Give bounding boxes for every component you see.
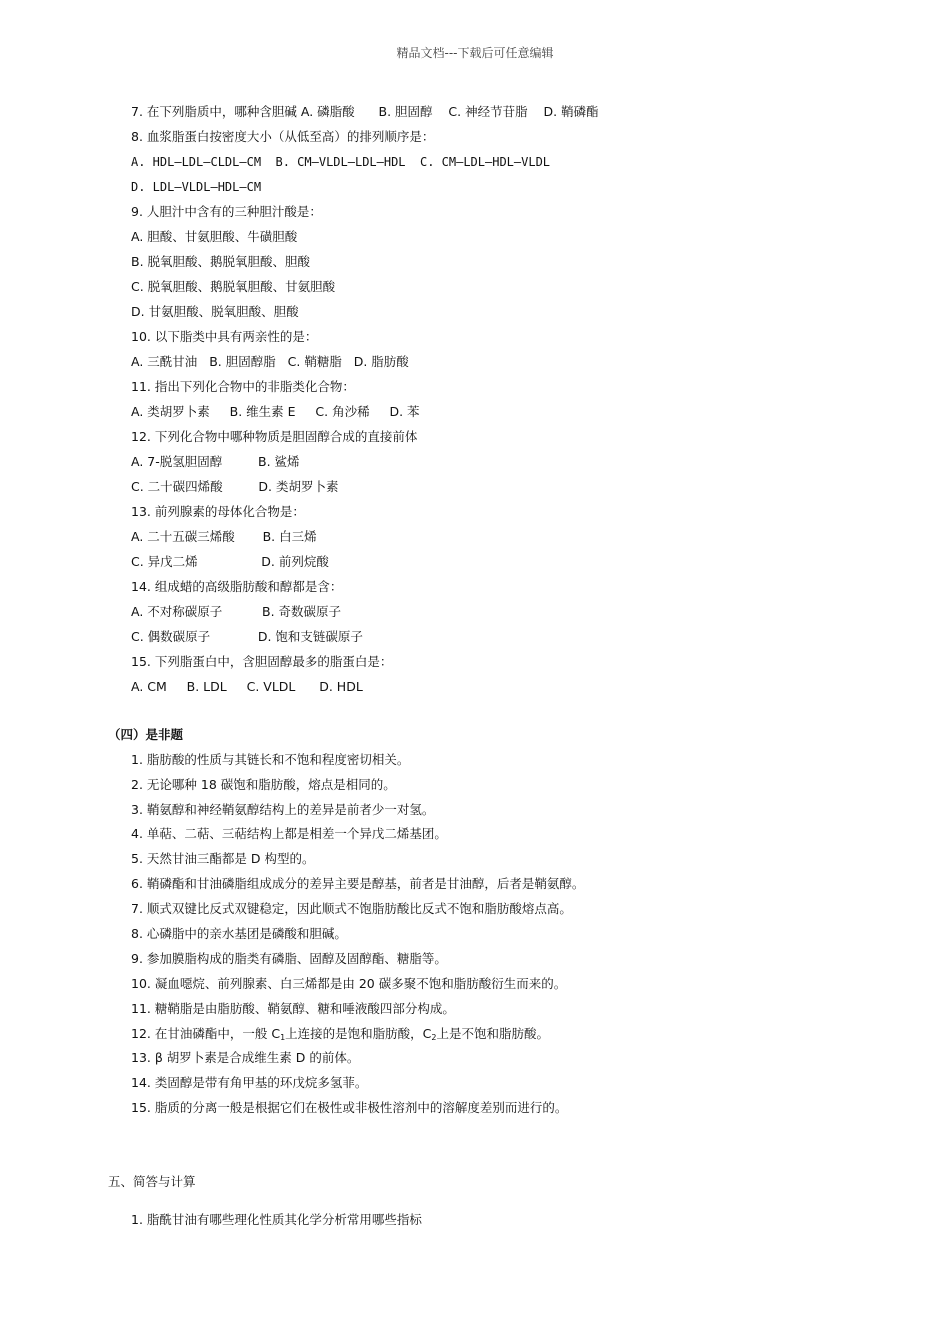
tf-item-12-mid: 上连接的是饱和脂肪酸，C bbox=[285, 1026, 432, 1041]
tf-item-4: 4. 单萜、二萜、三萜结构上都是相差一个异戊二烯基团。 bbox=[131, 826, 447, 841]
question-14-options-cd: C. 偶数碳原子 D. 饱和支链碳原子 bbox=[131, 629, 363, 644]
question-9-option-c: C. 脱氧胆酸、鹅脱氧胆酸、甘氨胆酸 bbox=[131, 279, 336, 294]
tf-item-14: 14. 类固醇是带有角甲基的环戊烷多氢菲。 bbox=[131, 1075, 368, 1090]
subscript-2: 2 bbox=[431, 1033, 437, 1042]
question-12-options-cd: C. 二十碳四烯酸 D. 类胡罗卜素 bbox=[131, 479, 339, 494]
question-11-options: A. 类胡罗卜素 B. 维生素 E C. 角沙稀 D. 苯 bbox=[131, 404, 420, 419]
tf-item-9: 9. 参加膜脂构成的脂类有磷脂、固醇及固醇酯、糖脂等。 bbox=[131, 951, 447, 966]
question-13: 13. 前列腺素的母体化合物是： bbox=[131, 504, 305, 519]
question-12-options-ab: A. 7-脱氢胆固醇 B. 鲨烯 bbox=[131, 454, 300, 469]
question-12: 12. 下列化合物中哪种物质是胆固醇合成的直接前体 bbox=[131, 429, 418, 444]
short-answer-title: 五、简答与计算 bbox=[108, 1174, 196, 1189]
question-14-options-ab: A. 不对称碳原子 B. 奇数碳原子 bbox=[131, 604, 342, 619]
tf-item-6: 6. 鞘磷酯和甘油磷脂组成成分的差异主要是醇基，前者是甘油醇，后者是鞘氨醇。 bbox=[131, 876, 585, 891]
question-13-options-ab: A. 二十五碳三烯酸 B. 白三烯 bbox=[131, 529, 317, 544]
question-7: 7. 在下列脂质中，哪种含胆碱 A. 磷脂酸 B. 胆固醇 C. 神经节苷脂 D. 鞘磷酯 bbox=[131, 104, 599, 119]
question-9-option-b: B. 脱氧胆酸、鹅脱氧胆酸、胆酸 bbox=[131, 254, 311, 269]
question-10: 10. 以下脂类中具有两亲性的是： bbox=[131, 329, 318, 344]
subscript-1: 1 bbox=[280, 1033, 286, 1042]
question-9: 9. 人胆汁中含有的三种胆汁酸是： bbox=[131, 204, 322, 219]
question-11: 11. 指出下列化合物中的非脂类化合物： bbox=[131, 379, 355, 394]
tf-item-12-suffix: 上是不饱和脂肪酸。 bbox=[436, 1026, 549, 1041]
question-15-options: A. CM B. LDL C. VLDL D. HDL bbox=[131, 679, 363, 694]
tf-item-15: 15. 脂质的分离一般是根据它们在极性或非极性溶剂中的溶解度差别而进行的。 bbox=[131, 1100, 568, 1115]
tf-item-12 bbox=[131, 1026, 549, 1046]
tf-item-8: 8. 心磷脂中的亲水基团是磷酸和胆碱。 bbox=[131, 926, 347, 941]
question-15: 15. 下列脂蛋白中，含胆固醇最多的脂蛋白是： bbox=[131, 654, 393, 669]
tf-item-10: 10. 凝血噁烷、前列腺素、白三烯都是由 20 碳多聚不饱和脂肪酸衍生而来的。 bbox=[131, 976, 567, 991]
page-header: 精品文档---下载后可任意编辑 bbox=[396, 46, 554, 60]
tf-item-5: 5. 天然甘油三酯都是 D 构型的。 bbox=[131, 851, 315, 866]
tf-section-title: （四）是非题 bbox=[108, 727, 184, 742]
tf-item-13: 13. β 胡罗卜素是合成维生素 D 的前体。 bbox=[131, 1050, 360, 1065]
tf-item-2: 2. 无论哪种 18 碳饱和脂肪酸，熔点是相同的。 bbox=[131, 777, 396, 792]
short-answer-item-1: 1. 脂酰甘油有哪些理化性质其化学分析常用哪些指标 bbox=[131, 1212, 422, 1227]
question-13-options-cd: C. 异戊二烯 D. 前列烷酸 bbox=[131, 554, 329, 569]
question-9-option-d: D. 甘氨胆酸、脱氧胆酸、胆酸 bbox=[131, 304, 299, 319]
question-8-option-d: D. LDL—VLDL—HDL—CM bbox=[131, 180, 262, 194]
tf-item-7: 7. 顺式双键比反式双键稳定，因此顺式不饱脂肪酸比反式不饱和脂肪酸熔点高。 bbox=[131, 901, 572, 916]
question-9-option-a: A. 胆酸、甘氨胆酸、牛磺胆酸 bbox=[131, 229, 298, 244]
tf-item-12-prefix: 12. 在甘油磷酯中，一般 C bbox=[131, 1026, 281, 1041]
question-14: 14. 组成蜡的高级脂肪酸和醇都是含： bbox=[131, 579, 343, 594]
tf-item-3: 3. 鞘氨醇和神经鞘氨醇结构上的差异是前者少一对氢。 bbox=[131, 802, 435, 817]
tf-item-1: 1. 脂肪酸的性质与其链长和不饱和程度密切相关。 bbox=[131, 752, 410, 767]
question-10-options: A. 三酰甘油 B. 胆固醇脂 C. 鞘糖脂 D. 脂肪酸 bbox=[131, 354, 409, 369]
tf-item-11: 11. 糖鞘脂是由脂肪酸、鞘氨醇、糖和唾液酸四部分构成。 bbox=[131, 1001, 455, 1016]
question-8-options-abc: A. HDL—LDL—CLDL—CM B. CM—VLDL—LDL—HDL C. CM—LDL—HDL—VLDL bbox=[131, 155, 551, 169]
question-8: 8. 血浆脂蛋白按密度大小（从低至高）的排列顺序是： bbox=[131, 129, 435, 144]
